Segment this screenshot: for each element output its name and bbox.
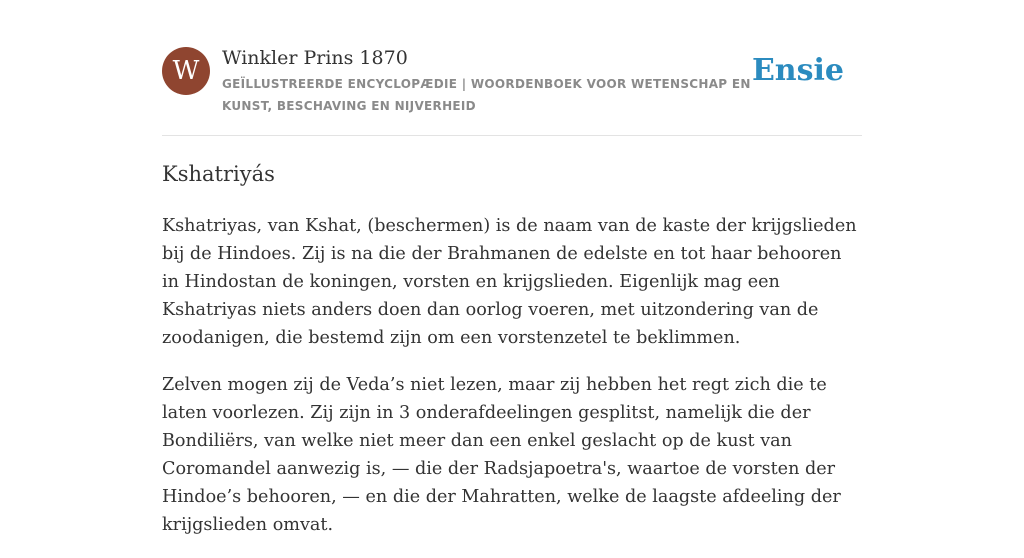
paragraph: Kshatriyas, van Kshat, (beschermen) is de naam van de kaste der krijgslieden bij de Hindoes. Zij is na die der Brahmanen de edelste en tot haar behooren in Hindostan de koningen, vorsten en krijgslieden. Eigenlijk mag een Kshatriyas niets anders doen dan oorlog voeren, met uitzondering van de zoodanigen, die bestemd zijn om een vorstenzetel te beklimmen. bbox=[162, 216, 857, 348]
source-header bbox=[162, 44, 862, 116]
header-divider bbox=[162, 135, 862, 136]
paragraph: Zelven mogen zij de Veda’s niet lezen, maar zij hebben het regt zich die te laten voorlezen. Zij zijn in 3 onderafdeelingen gesplitst, namelijk die der Bondiliërs, van welke niet meer dan een enkel geslacht op de kust van Coromandel aanwezig is, — die der Radsjapoetra's, waartoe de vorsten der Hindoe’s behooren, — en die der Mahratten, welke de laagste afdeeling der krijgslieden omvat. bbox=[162, 375, 841, 535]
entry-body bbox=[162, 212, 862, 558]
source-title-link[interactable]: Winkler Prins 1870 bbox=[222, 47, 408, 69]
source-avatar[interactable]: W bbox=[162, 47, 210, 95]
entry-title: Kshatriyás bbox=[162, 162, 275, 186]
source-subtitle: GEÏLLUSTREERDE ENCYCLOPÆDIE | WOORDENBOEK VOOR WETENSCHAP EN KUNST, BESCHAVING EN NIJVERHEID bbox=[222, 77, 751, 113]
ensie-logo[interactable]: Ensie bbox=[751, 53, 844, 88]
